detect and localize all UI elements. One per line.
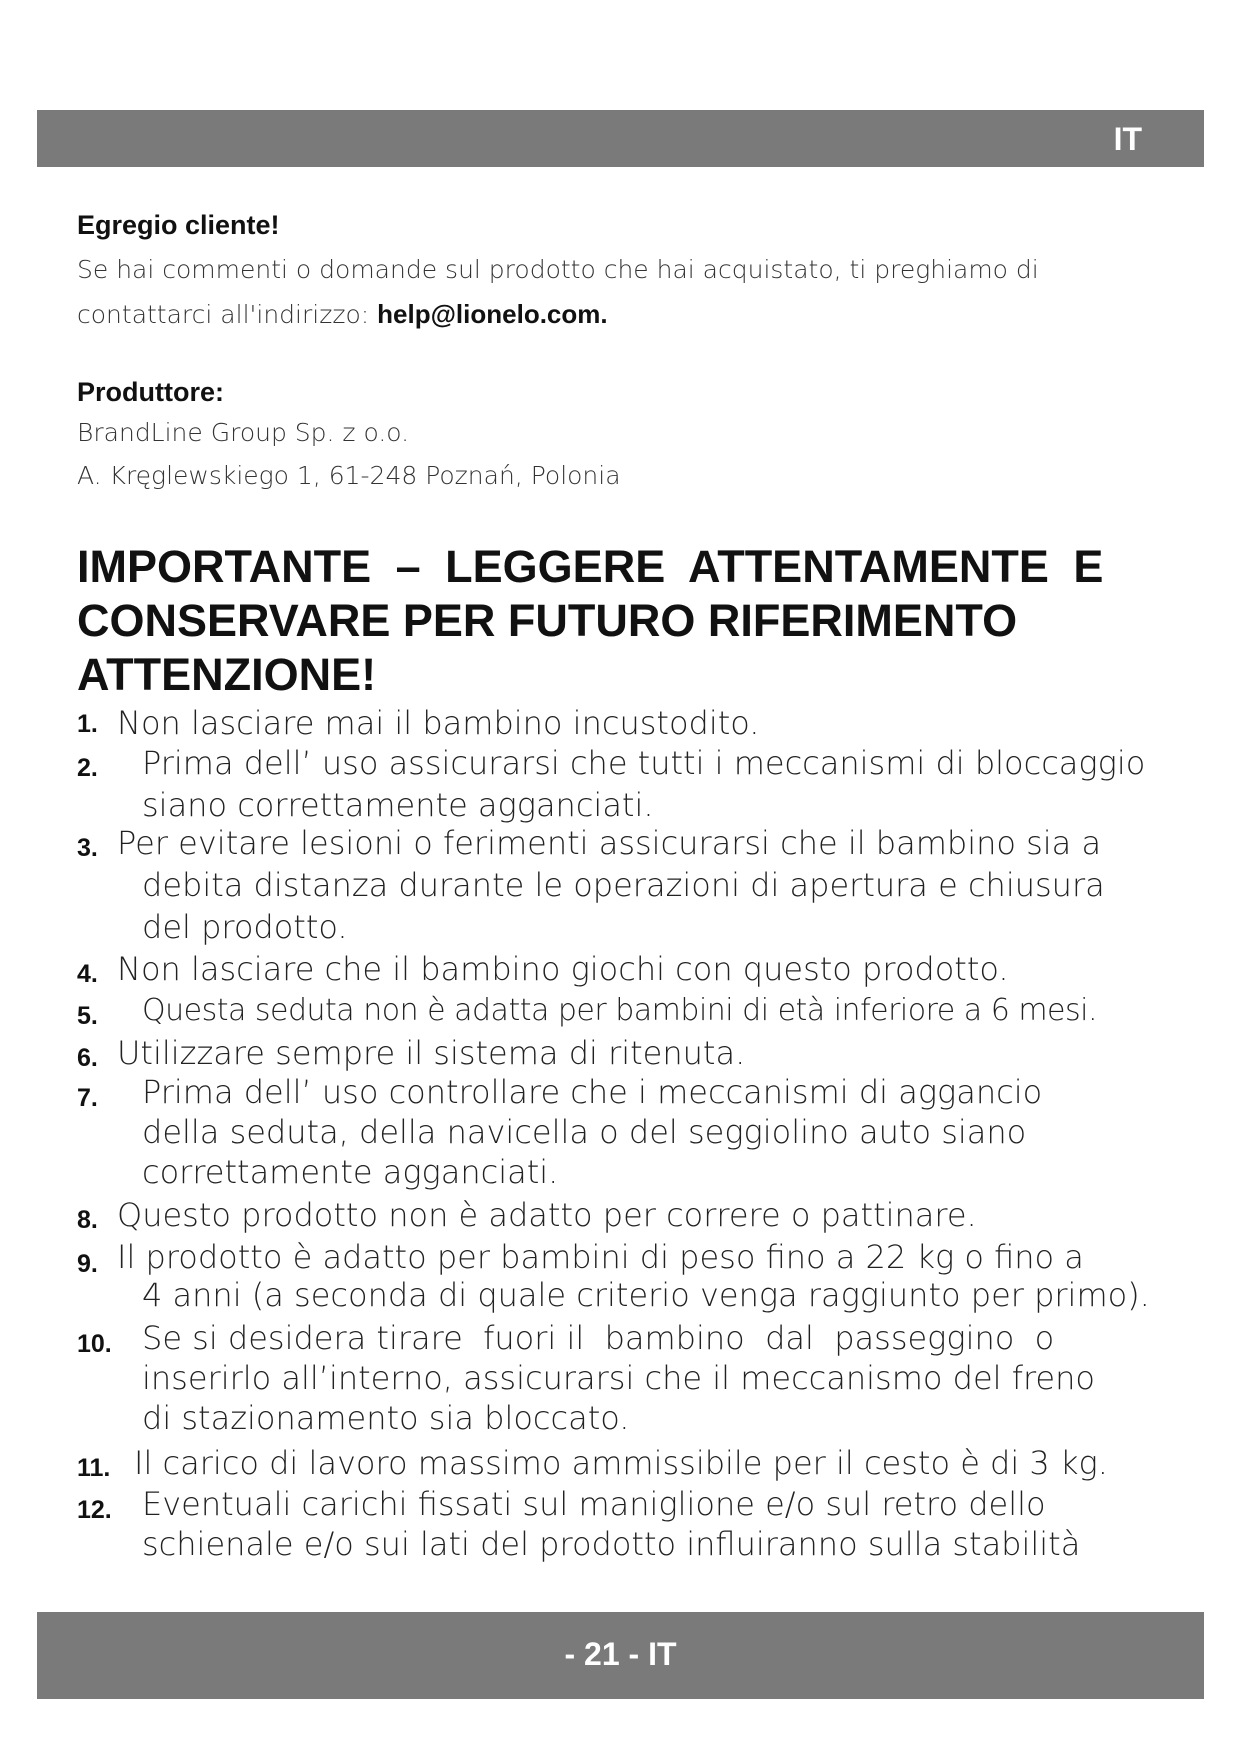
warning-number: 1.	[77, 710, 98, 738]
warning-text-line: correttamente agganciati.	[142, 1153, 559, 1191]
warning-text-line: Questa seduta non è adatta per bambini di età inferiore a 6 mesi.	[142, 993, 1098, 1028]
warning-number: 5.	[77, 1002, 98, 1030]
warning-text-line: Se si desidera tirare fuori il bambino dal passeggino o	[142, 1319, 1055, 1357]
warning-text-line: 4 anni (a seconda di quale criterio venga raggiunto per primo).	[142, 1276, 1150, 1314]
warning-text-line: Non lasciare mai il bambino incustodito.	[117, 704, 760, 742]
header-bar	[37, 110, 1204, 167]
warning-number: 2.	[77, 754, 98, 782]
manufacturer-title: Produttore:	[77, 377, 224, 407]
warning-text-line: Utilizzare sempre il sistema di ritenuta.	[117, 1034, 746, 1072]
warning-number: 3.	[77, 834, 98, 862]
warning-text-line: Prima dell’ uso controllare che i meccanismi di aggancio	[142, 1073, 1043, 1111]
warning-text-line: di stazionamento sia bloccato.	[142, 1399, 630, 1437]
warning-number: 6.	[77, 1044, 98, 1072]
language-code: IT	[1113, 121, 1142, 157]
manufacturer-name: BrandLine Group Sp. z o.o.	[77, 418, 410, 447]
greeting-title: Egregio cliente!	[77, 210, 280, 240]
attention-heading: ATTENZIONE!	[77, 649, 377, 700]
warning-text-line: Questo prodotto non è adatto per correre o pattinare.	[117, 1196, 977, 1234]
warning-text-line: del prodotto.	[142, 908, 348, 946]
important-heading-line1: IMPORTANTE – LEGGERE ATTENTAMENTE E	[77, 541, 1104, 592]
warning-text-line: Prima dell’ uso assicurarsi che tutti i meccanismi di bloccaggio	[142, 744, 1146, 782]
support-email: help@lionelo.com.	[377, 299, 608, 329]
warning-text-line: Il prodotto è adatto per bambini di peso fino a 22 kg o fino a	[117, 1238, 1084, 1276]
warning-number: 11.	[77, 1454, 111, 1482]
warning-text-line: siano correttamente agganciati.	[142, 786, 654, 824]
warning-number: 4.	[77, 960, 98, 988]
warning-number: 8.	[77, 1206, 98, 1234]
warning-text-line: della seduta, della navicella o del seggiolino auto siano	[142, 1113, 1027, 1151]
warning-number: 12.	[77, 1496, 112, 1524]
greeting-text-line1: Se hai commenti o domande sul prodotto che hai acquistato, ti preghiamo di	[77, 255, 1039, 284]
warning-number: 9.	[77, 1250, 98, 1278]
warning-text-line: Non lasciare che il bambino giochi con questo prodotto.	[117, 950, 1009, 988]
greeting-text-prefix: contattarci all'indirizzo:	[77, 300, 378, 329]
important-heading-line2: CONSERVARE PER FUTURO RIFERIMENTO	[77, 595, 1018, 646]
page-number: - 21 - IT	[564, 1636, 677, 1672]
warning-number: 10.	[77, 1330, 112, 1358]
warning-text-line: debita distanza durante le operazioni di apertura e chiusura	[142, 866, 1105, 904]
greeting-text-line2	[77, 292, 608, 337]
warning-number: 7.	[77, 1084, 98, 1112]
warning-text-line: Eventuali carichi fissati sul maniglione e/o sul retro dello	[142, 1485, 1046, 1523]
manufacturer-address: A. Kręglewskiego 1, 61-248 Poznań, Polonia	[77, 461, 621, 490]
warning-text-line: schienale e/o sui lati del prodotto influiranno sulla stabilità	[142, 1525, 1081, 1563]
warning-text-line: inserirlo all’interno, assicurarsi che il meccanismo del freno	[142, 1359, 1095, 1397]
warning-text-line: Il carico di lavoro massimo ammissibile per il cesto è di 3 kg.	[134, 1444, 1108, 1482]
warning-text-line: Per evitare lesioni o ferimenti assicurarsi che il bambino sia a	[117, 824, 1102, 862]
footer-bar	[37, 1612, 1204, 1699]
